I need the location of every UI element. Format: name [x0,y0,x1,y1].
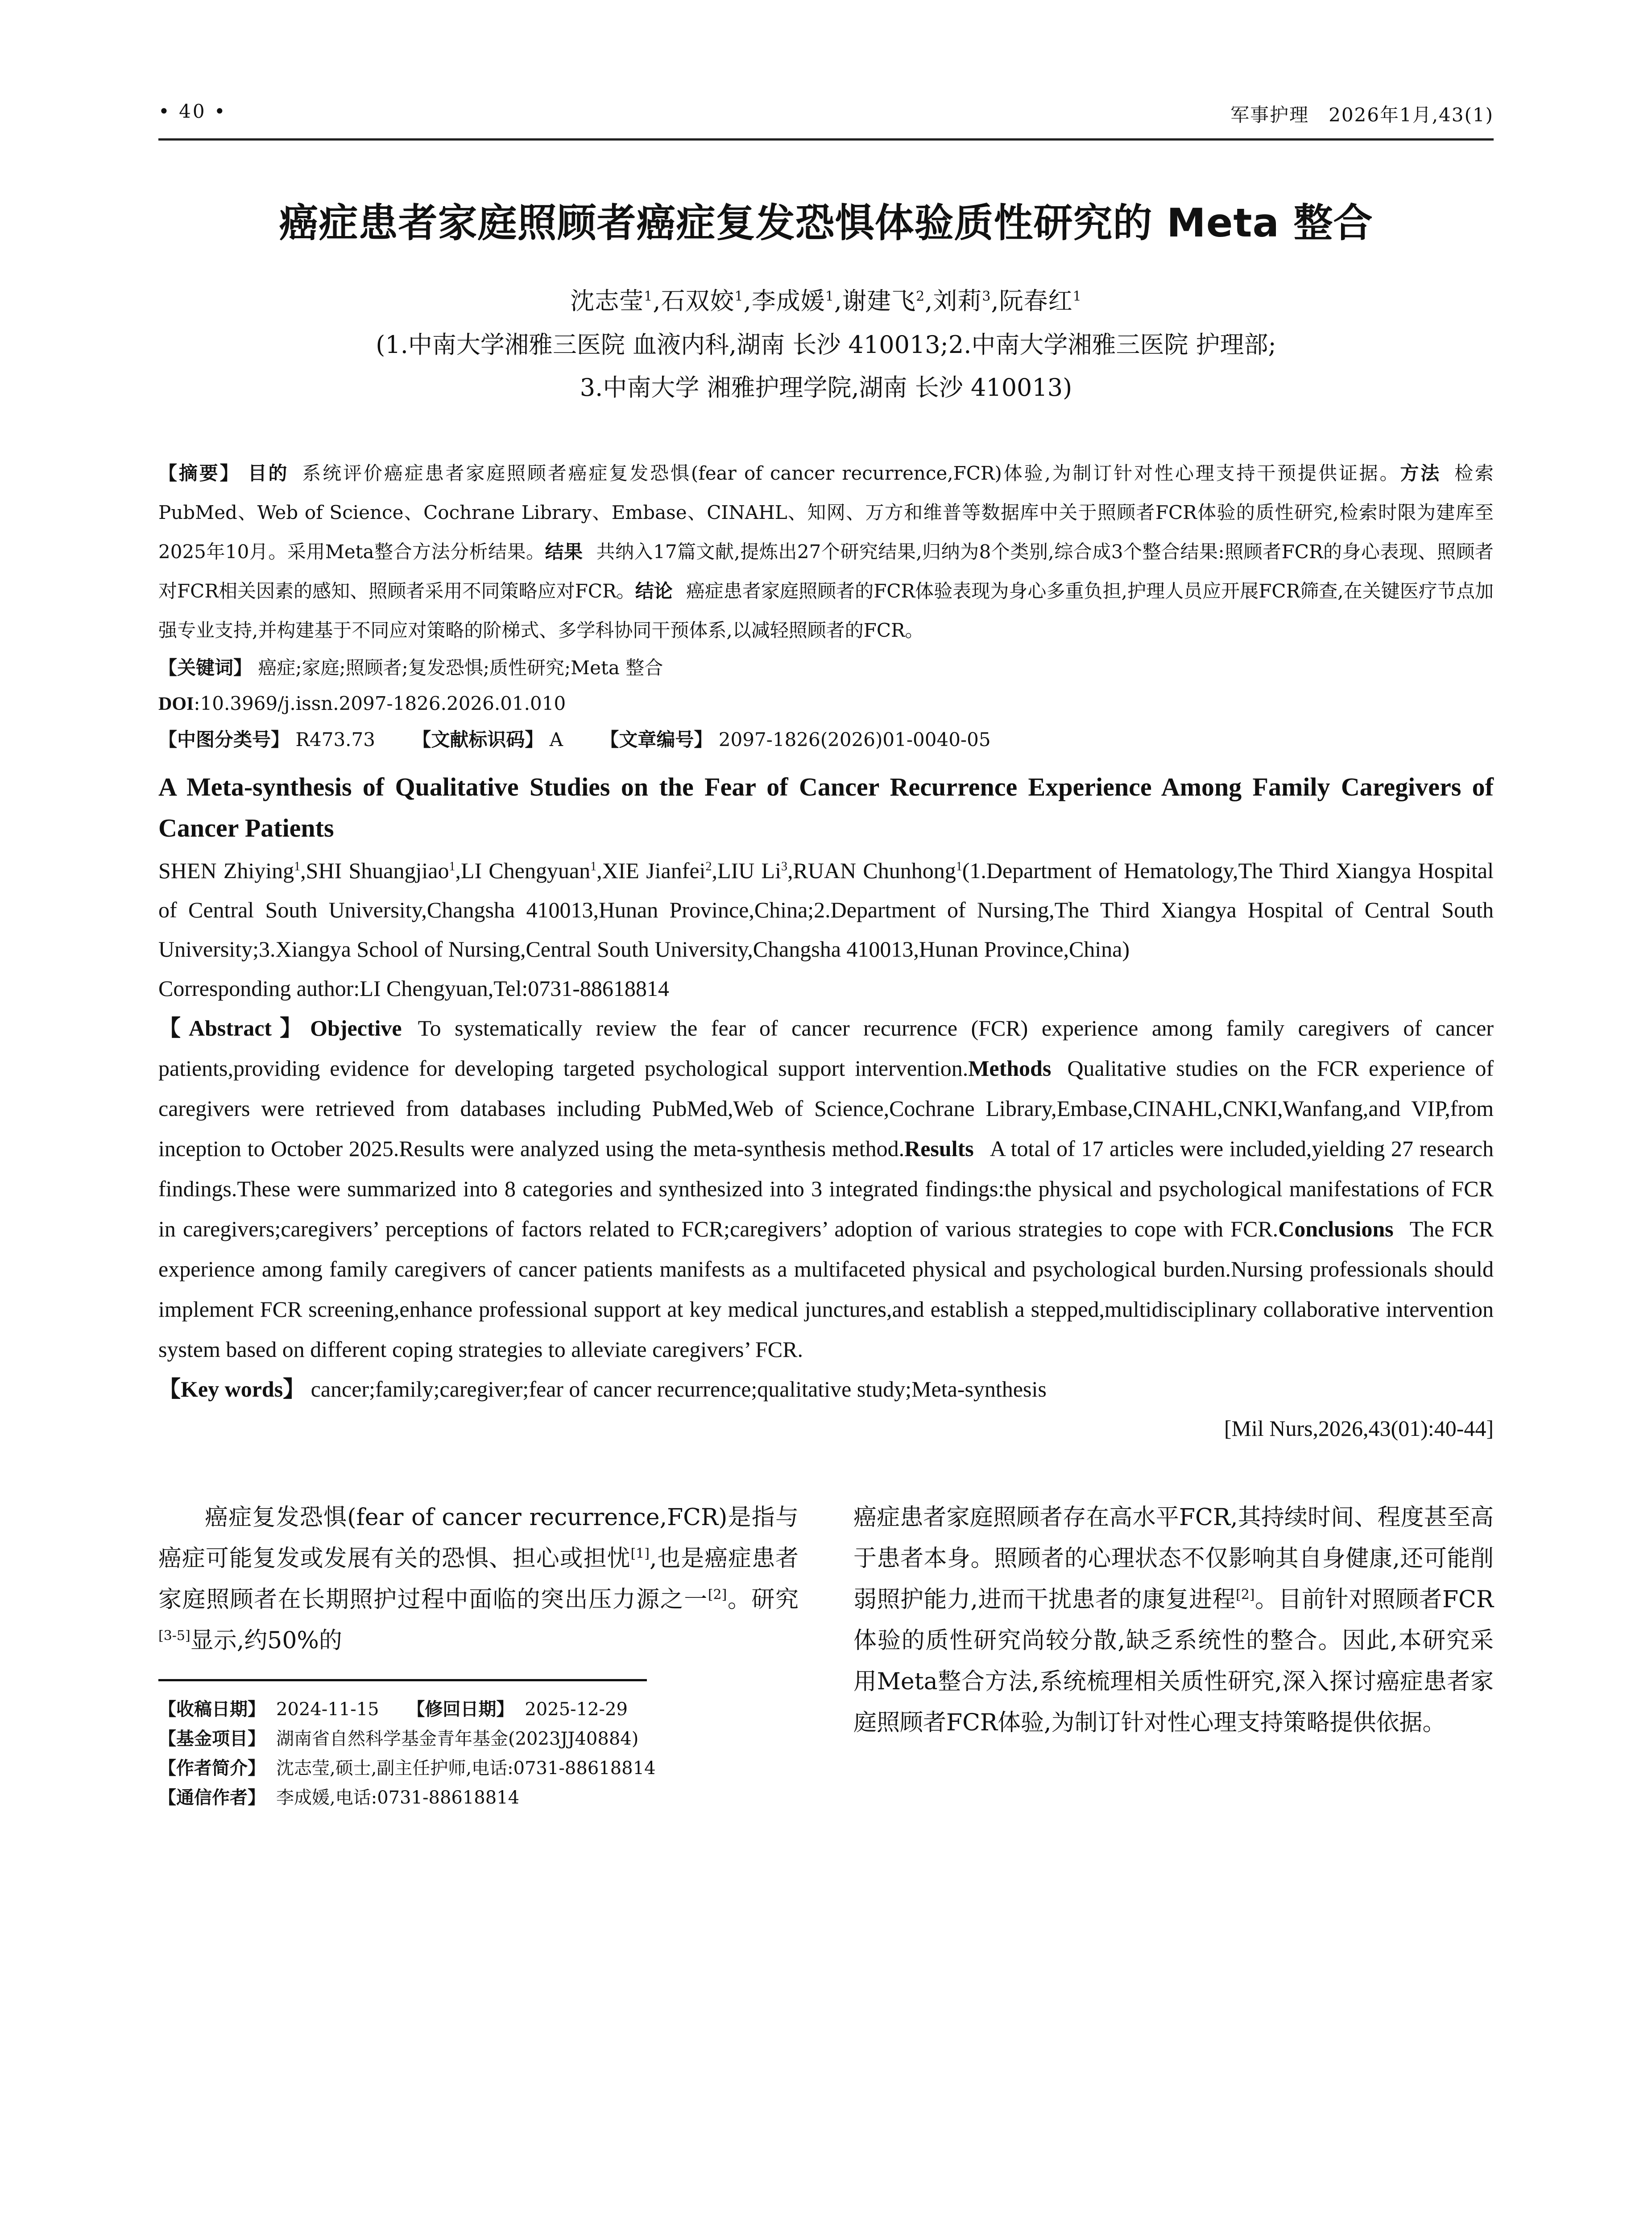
citation: [Mil Nurs,2026,43(01):40-44] [1224,1416,1494,1441]
footnotes [158,1695,799,1812]
objective-text: 系统评价癌症患者家庭照顾者癌症复发恐惧(fear of cancer recurrence,FCR)体验,为制订针对性心理支持干预提供证据。 [302,462,1400,484]
author: 沈志莹$^1$ [570,287,653,315]
header-rule [158,138,1494,141]
journal-info: 军事护理 2026年1月,43(1) [1230,104,1494,126]
classification-codes: 【中图分类号】 R473.73 【文献标识码】 A 【文章编号】 2097-1826(2026)01-0040-05 [158,729,991,751]
reference-link[interactable]: [2] [1236,1587,1255,1603]
author: LIU Li$^3$ [717,858,787,883]
author: SHEN Zhiying$^1$ [158,858,301,883]
author: LI Chengyuan$^1$ [460,858,597,883]
methods-label-en: Methods [968,1056,1052,1081]
body-column-right [853,1497,1494,1743]
reference-link[interactable]: [2] [708,1587,727,1603]
corresponding-author-english: Corresponding author:LI Chengyuan,Tel:0731-88618814 [158,976,669,1001]
footnote-author-bio: 【作者简介】 沈志莹,硕士,副主任护师,电话:0731-88618814 [158,1758,656,1779]
abstract-english: 【Abstract】Objective To systematically review the fear of cancer recurrence (FCR) experience among family caregivers of cancer patients,providing evidence for developing targeted psychological support intervention.Methods Qualitative studies on the FCR experience of caregivers were retrieved from databases including PubMed,Web of Science,Cochrane Library,Embase,CINAHL,CNKI,Wanfang,and VIP,from inception to October 2025.Results were analyzed using the meta-synthesis method.Results A total of 17 articles were included,yielding 27 research findings.These were summarized into 8 categories and synthesized into 3 integrated findings:the physical and psychological manifestations of FCR in caregivers;caregivers’ perceptions of factors related to FCR;caregivers’ adoption of various strategies to cope with FCR.Conclusions The FCR experience among family caregivers of cancer patients manifests as a multifaceted physical and psychological burden.Nursing professionals should implement FCR screening,enhance professional support at key medical junctures,and establish a stepped,multidisciplinary collaborative intervention system based on different coping strategies to alleviate caregivers’ FCR. [158,1016,1494,1362]
author: 刘莉$^3$ [933,287,991,315]
reference-link[interactable]: [1] [630,1546,650,1562]
body-paragraph: 癌症患者家庭照顾者存在高水平FCR,其持续时间、程度甚至高于患者本身。照顾者的心理状态不仅影响其自身健康,还可能削弱照护能力,进而干扰患者的康复进程[2]。目前针对照顾者FCR体验的质性研究尚较分散,缺乏系统性的整合。因此,本研究采用Meta整合方法,系统梳理相关质性研究,深入探讨癌症患者家庭照顾者FCR体验,为制订针对性心理支持策略提供依据。 [853,1504,1494,1736]
abstract-label-en: 【Abstract】 [158,1016,311,1041]
body-paragraph: 癌症复发恐惧(fear of cancer recurrence,FCR)是指与癌症可能复发或发展有关的恐惧、担心或担忧[1],也是癌症患者家庭照顾者在长期照护过程中面临的突出压力源之一[2]。研究[3-5]显示,约50%的 [158,1504,799,1654]
body-columns [158,1497,1494,1812]
footnote-rule [158,1679,647,1681]
title-chinese: 癌症患者家庭照顾者癌症复发恐惧体验质性研究的 Meta 整合 [279,200,1373,246]
abstract-label: 【摘要】 [158,462,240,484]
author: 谢建飞$^2$ [842,287,925,315]
doi-link[interactable]: :10.3969/j.issn.2097-1826.2026.01.010 [194,693,566,714]
footnote-fund: 【基金项目】 湖南省自然科学基金青年基金(2023JJ40884) [158,1729,639,1749]
reference-link[interactable]: [3-5] [158,1628,190,1644]
results-label-en: Results [904,1136,974,1161]
abstract-chinese [158,454,1494,650]
conclusion-label: 结论 [635,580,673,602]
keywords-chinese: 【关键词】 癌症;家庭;照顾者;复发恐惧;质性研究;Meta 整合 [158,657,663,679]
methods-text: 检索PubMed、Web of Science、Cochrane Library、Embase、CINAHL、知网、万方和维普等数据库中关于照顾者FCR体验的质性研究,检索时限为建库至2025年10月。采用Meta整合方法分析结果。 [158,462,1494,563]
results-label: 结果 [545,541,583,563]
author: 石双姣$^1$ [661,287,744,315]
author: 阮春红$^1$ [999,287,1082,315]
running-header [158,100,1494,127]
authors-english: SHEN Zhiying$^1$,SHI Shuangjiao$^1$,LI Chengyuan$^1$,XIE Jianfei$^2$,LIU Li$^3$,RUAN Chunhong$^1$(1.Department of Hematology,The Third Xiangya Hospital of Central South University,Changsha 410013,Hunan Province,China;2.Department of Nursing,The Third Xiangya Hospital of Central South University;3.Xiangya School of Nursing,Central South University,Changsha 410013,Hunan Province,China) [158,858,1494,962]
affiliations-english: (1.Department of Hematology,The Third Xiangya Hospital of Central South University,Changsha 410013,Hunan Province,China;2.Department of Nursing,The Third Xiangya Hospital of Central South University;3.Xiangya School of Nursing,Central South University,Changsha 410013,Hunan Province,China) [158,858,1494,962]
body-column-left [158,1497,799,1812]
author: SHI Shuangjiao$^1$ [306,858,455,883]
title-english: A Meta-synthesis of Qualitative Studies on the Fear of Cancer Recurrence Experience Among Family Caregivers of Cancer Patients [158,772,1494,842]
keywords-english: 【Key words】 cancer;family;caregiver;fear of cancer recurrence;qualitative study;Meta-synthesis [158,1377,1047,1402]
author: XIE Jianfei$^2$ [602,858,712,883]
footnote-dates: 【收稿日期】 2024-11-15 【修回日期】 2025-12-29 [158,1699,628,1720]
author: 李成媛$^1$ [751,287,834,315]
author: RUAN Chunhong$^1$ [793,858,962,883]
objective-label: 目的 [248,462,289,484]
methods-label: 方法 [1400,462,1441,484]
conclusion-text: 癌症患者家庭照顾者的FCR体验表现为身心多重负担,护理人员应开展FCR筛查,在关键医疗节点加强专业支持,并构建基于不同应对策略的阶梯式、多学科协同干预体系,以减轻照顾者的FCR。 [158,580,1494,641]
page-number: • 40 • [158,100,227,122]
conclusions-label-en: Conclusions [1278,1216,1394,1241]
authors-chinese: 沈志莹$^1$,石双姣$^1$,李成媛$^1$,谢建飞$^2$,刘莉$^3$,阮春红$^1$ [570,287,1082,315]
journal-page [158,0,1494,1830]
objective-label-en: Objective [310,1016,402,1041]
footnote-corresponding: 【通信作者】 李成媛,电话:0731-88618814 [158,1787,520,1808]
results-text: 共纳入17篇文献,提炼出27个研究结果,归纳为8个类别,综合成3个整合结果:照顾者FCR的身心表现、照顾者对FCR相关因素的感知、照顾者采用不同策略应对FCR。 [158,541,1494,602]
affiliations-chinese: (1.中南大学湘雅三医院 血液内科,湖南 长沙 410013;2.中南大学湘雅三医院 护理部; 3.中南大学 湘雅护理学院,湖南 长沙 410013) [376,331,1276,402]
doi: DOI:10.3969/j.issn.2097-1826.2026.01.010 [158,693,566,714]
